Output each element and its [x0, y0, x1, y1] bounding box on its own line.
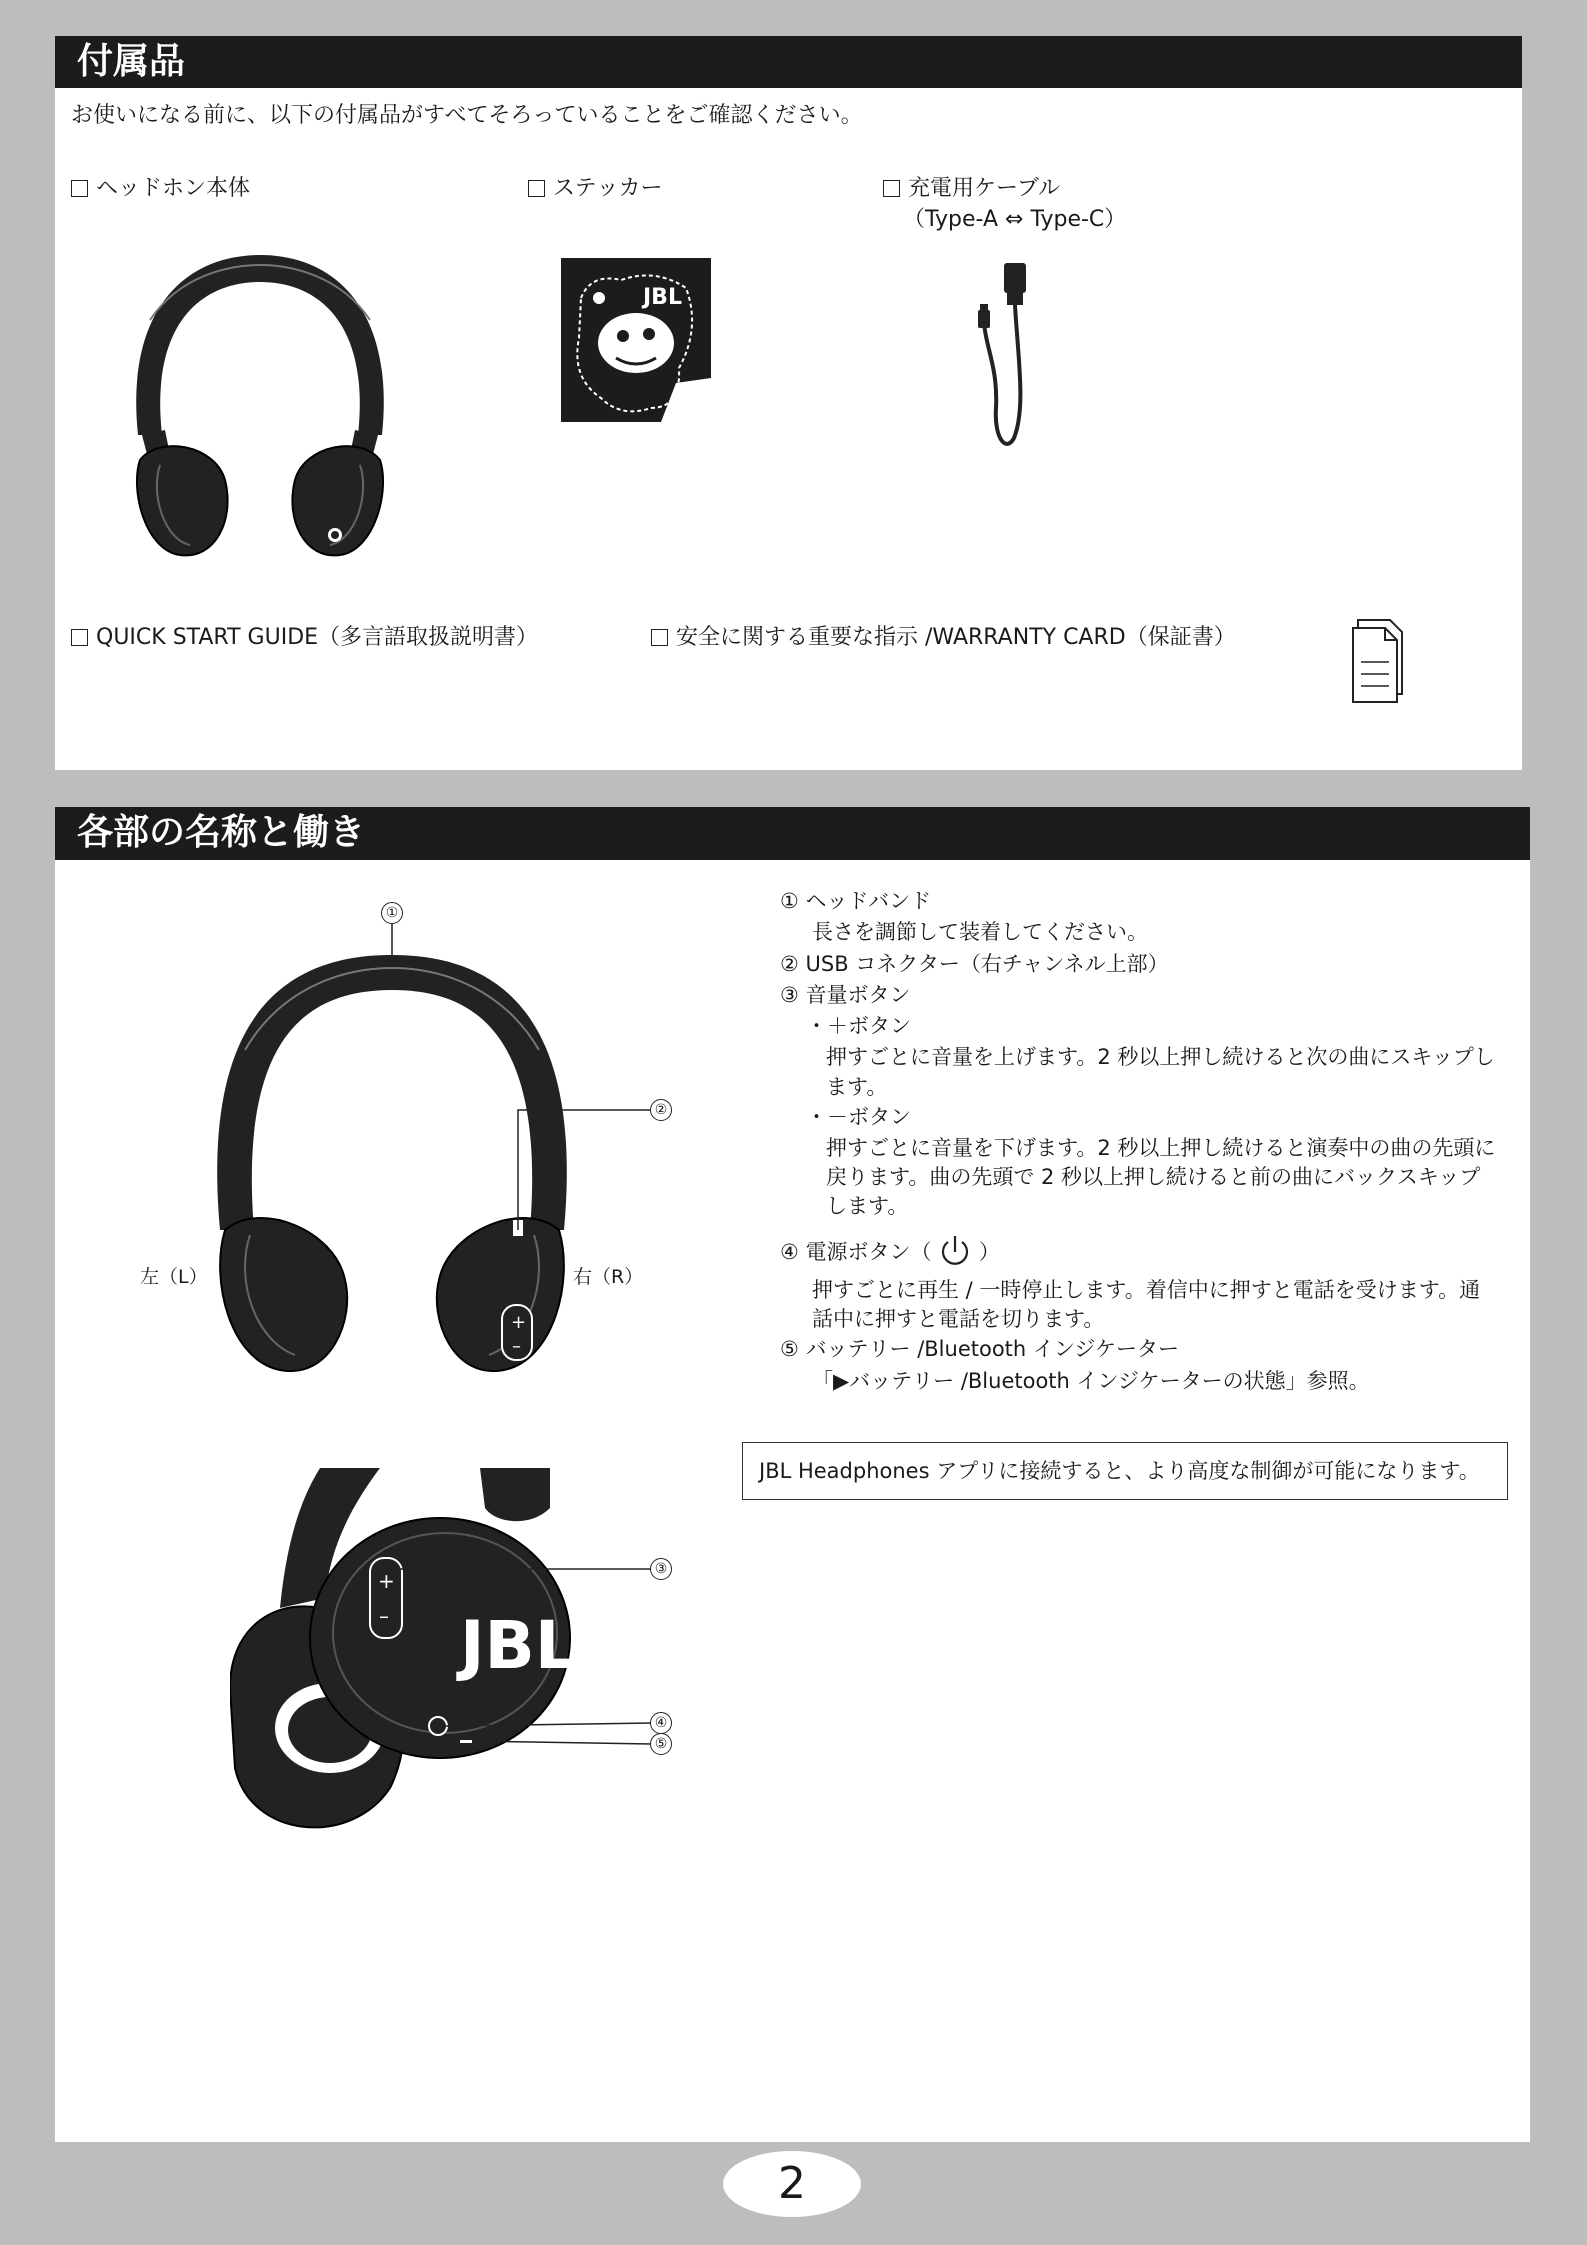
plus-button-desc-1: 押すごとに音量を上げます。2 秒以上押し続けると次の曲にスキップし — [826, 1045, 1495, 1069]
checkbox[interactable] — [71, 180, 88, 197]
part-3-title — [780, 981, 911, 1010]
part-name: ヘッドバンド — [805, 889, 932, 913]
callout-4: ④ — [650, 1712, 672, 1734]
item-safety — [651, 623, 1236, 653]
svg-text:+: + — [511, 1312, 527, 1333]
item-label: 充電用ケーブル — [908, 176, 1061, 201]
callout-5: ⑤ — [650, 1733, 672, 1755]
part-1-desc: 長さを調節して装着してください。 — [812, 920, 1148, 944]
minus-button-desc-3: します。 — [826, 1194, 909, 1218]
part-name: 音量ボタン — [805, 983, 911, 1007]
document-icon — [1350, 618, 1410, 704]
minus-button-desc-2: 戻ります。曲の先頭で 2 秒以上押し続けると前の曲にバックスキップ — [826, 1165, 1481, 1189]
part-1-title — [780, 887, 931, 916]
item-label: 安全に関する重要な指示 /WARRANTY CARD（保証書） — [676, 625, 1236, 650]
svg-text:–: – — [512, 1336, 521, 1357]
svg-text:+: + — [378, 1569, 395, 1593]
cable-illustration — [966, 258, 1046, 448]
item-label: ステッカー — [553, 176, 663, 201]
plus-button-desc-2: ます。 — [826, 1075, 888, 1099]
plus-button-bullet: ・＋ボタン — [806, 1014, 911, 1038]
jbl-logo: JBL — [460, 1607, 577, 1684]
parts-title: 各部の名称と働き — [55, 807, 1530, 860]
part-2-title — [780, 950, 1169, 979]
checkbox[interactable] — [71, 629, 88, 646]
right-label: 右（R） — [573, 1266, 644, 1288]
callout-2: ② — [650, 1099, 672, 1121]
minus-button-bullet: ・－ボタン — [806, 1105, 911, 1129]
part-name: バッテリー /Bluetooth インジケーター — [805, 1337, 1179, 1361]
part-5-desc: 「▶バッテリー /Bluetooth インジケーターの状態」参照。 — [812, 1369, 1370, 1393]
checkbox[interactable] — [883, 180, 900, 197]
app-note-box: JBL Headphones アプリに接続すると、より高度な制御が可能になります。 — [742, 1442, 1508, 1500]
callout-3: ③ — [650, 1558, 672, 1580]
checkbox[interactable] — [528, 180, 545, 197]
left-label: 左（L） — [140, 1266, 208, 1288]
item-label: ヘッドホン本体 — [96, 176, 251, 201]
sticker-logo: JBL — [643, 285, 682, 310]
item-cable-sub: （Type-A ⇔ Type-C） — [903, 207, 1127, 232]
accessories-title: 付属品 — [55, 36, 1522, 88]
part-4-desc-1: 押すごとに再生 / 一時停止します。着信中に押すと電話を受けます。通 — [812, 1278, 1481, 1302]
item-sticker — [528, 174, 663, 204]
page-number: 2 — [723, 2151, 861, 2217]
svg-text:–: – — [379, 1604, 389, 1628]
part-name: USB コネクター（右チャンネル上部） — [805, 952, 1169, 976]
accessories-intro: お使いになる前に、以下の付属品がすべてそろっていることをご確認ください。 — [71, 103, 863, 128]
callout-1: ① — [381, 902, 403, 924]
part-4-title — [780, 1233, 1000, 1269]
earcup-closeup-diagram — [230, 1468, 690, 1848]
part-num: ③ — [780, 983, 799, 1007]
part-num: ⑤ — [780, 1337, 799, 1361]
part-num: ② — [780, 952, 799, 976]
part-name-end: ） — [978, 1240, 1000, 1264]
part-5-title — [780, 1335, 1179, 1364]
part-num: ④ — [780, 1240, 799, 1264]
item-cable — [883, 174, 1060, 204]
minus-button-desc-1: 押すごとに音量を下げます。2 秒以上押し続けると演奏中の曲の先頭に — [826, 1136, 1496, 1160]
item-quick-start — [71, 623, 538, 653]
part-4-desc-2: 話中に押すと電話を切ります。 — [812, 1307, 1105, 1331]
headphones-front-diagram — [200, 900, 670, 1380]
part-num: ① — [780, 889, 799, 913]
power-icon — [938, 1233, 972, 1269]
item-label: QUICK START GUIDE（多言語取扱説明書） — [96, 625, 539, 650]
headphones-illustration — [120, 250, 400, 565]
item-headphones — [71, 174, 250, 204]
sticker-illustration — [561, 258, 711, 422]
checkbox[interactable] — [651, 629, 668, 646]
part-name: 電源ボタン（ — [805, 1240, 932, 1264]
